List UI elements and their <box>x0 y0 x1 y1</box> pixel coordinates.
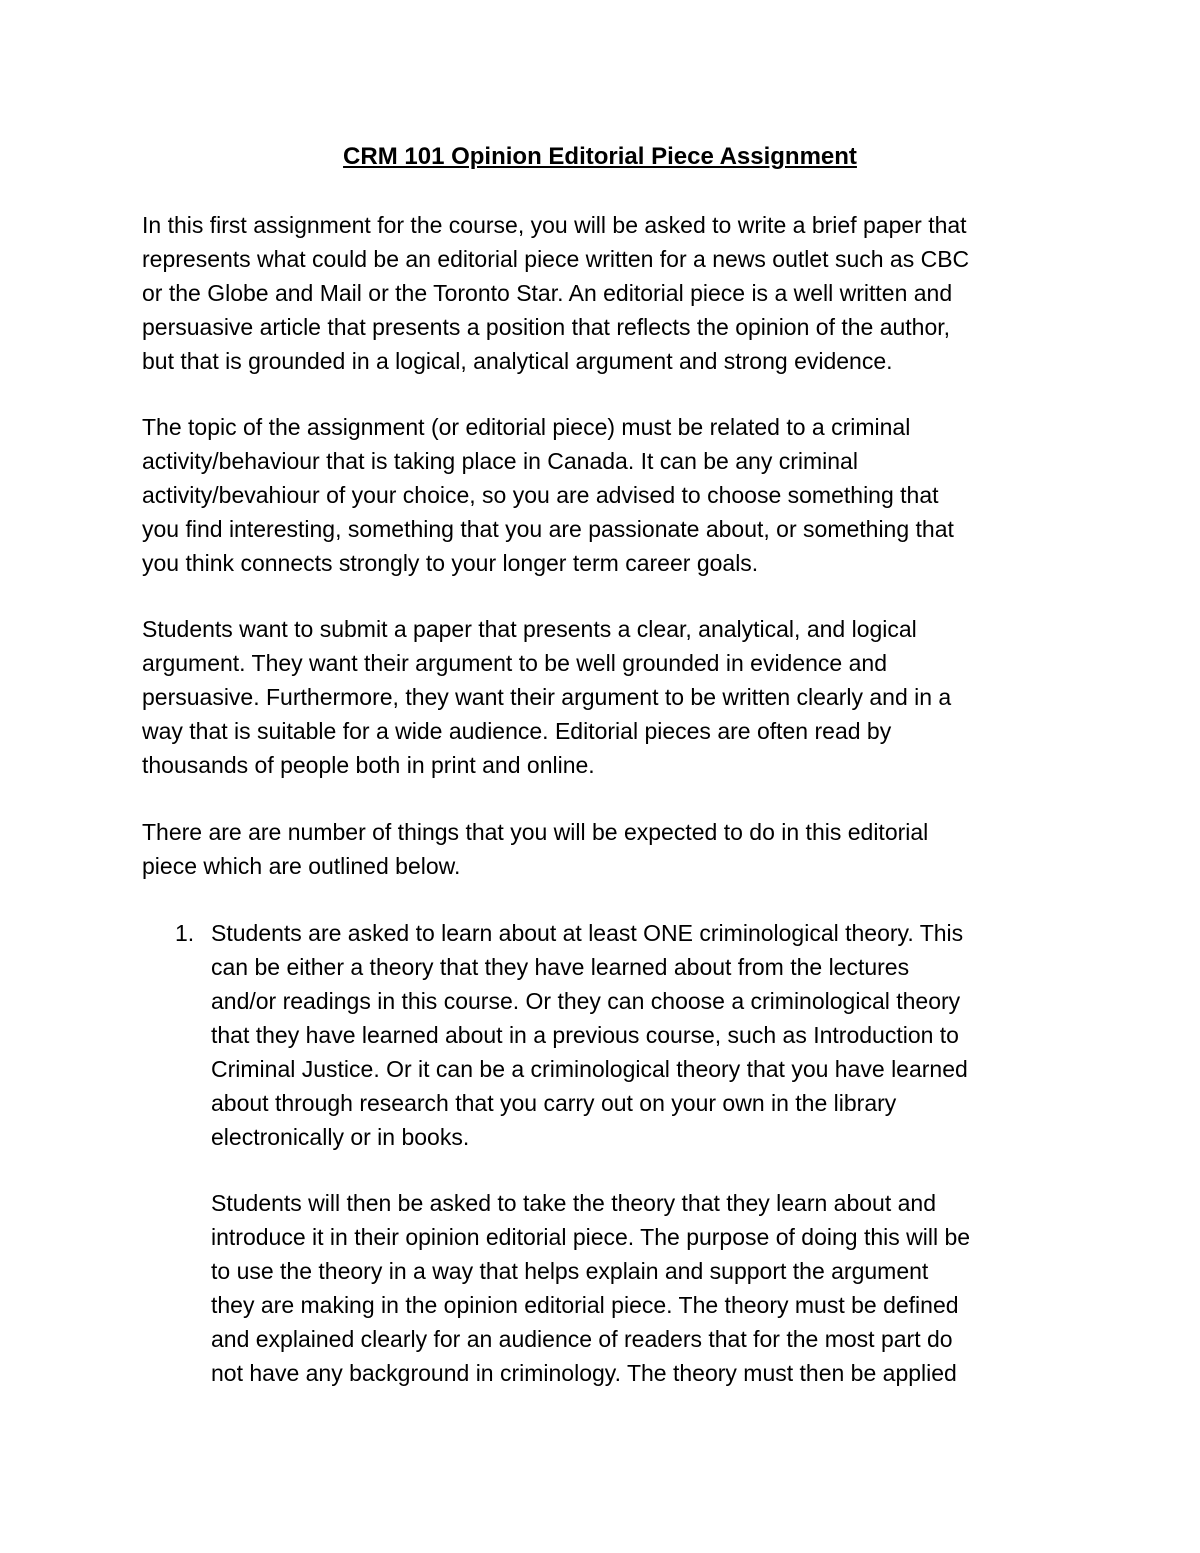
paragraph-line: persuasive. Furthermore, they want their argument to be written clearly and in a <box>142 684 952 710</box>
paragraph-line: Students want to submit a paper that presents a clear, analytical, and logical <box>142 616 917 642</box>
paragraph-line: or the Globe and Mail or the Toronto Star. An editorial piece is a well written and <box>142 280 953 306</box>
paragraph-line: you think connects strongly to your longer term career goals. <box>142 550 759 576</box>
paragraph-line: thousands of people both in print and online. <box>142 752 595 778</box>
paragraph-line: way that is suitable for a wide audience. Editorial pieces are often read by <box>142 718 892 744</box>
list-line: they are making in the opinion editorial piece. The theory must be defined <box>211 1292 959 1318</box>
list-item-number: 1. <box>175 920 195 946</box>
paragraph-line: but that is grounded in a logical, analytical argument and strong evidence. <box>142 348 893 374</box>
list-line: and/or readings in this course. Or they can choose a criminological theory <box>211 988 961 1014</box>
paragraph-line: In this first assignment for the course, you will be asked to write a brief paper that <box>142 212 967 238</box>
list-line: can be either a theory that they have learned about from the lectures <box>211 954 910 980</box>
list-line: and explained clearly for an audience of readers that for the most part do <box>211 1326 953 1352</box>
paragraph-line: activity/bevahiour of your choice, so you are advised to choose something that <box>142 482 939 508</box>
list-line: about through research that you carry out on your own in the library <box>211 1090 897 1116</box>
paragraph-line: There are are number of things that you will be expected to do in this editorial <box>142 819 929 845</box>
paragraph-intro <box>142 208 1062 378</box>
paragraph-topic <box>142 410 1062 580</box>
document-title: CRM 101 Opinion Editorial Piece Assignment <box>343 143 857 170</box>
paragraph-line: The topic of the assignment (or editorial piece) must be related to a criminal <box>142 414 911 440</box>
paragraph-line: piece which are outlined below. <box>142 853 461 879</box>
list-line: introduce it in their opinion editorial piece. The purpose of doing this will be <box>211 1224 971 1250</box>
list-line: that they have learned about in a previous course, such as Introduction to <box>211 1022 959 1048</box>
paragraph-line: argument. They want their argument to be well grounded in evidence and <box>142 650 887 676</box>
paragraph-expectations <box>142 612 1062 782</box>
paragraph-line: persuasive article that presents a position that reflects the opinion of the author, <box>142 314 951 340</box>
list-line: to use the theory in a way that helps explain and support the argument <box>211 1258 929 1284</box>
list-item-paragraph-theory <box>211 916 1071 1154</box>
list-line: Criminal Justice. Or it can be a criminological theory that you have learned <box>211 1056 968 1082</box>
paragraph-line: activity/behaviour that is taking place in Canada. It can be any criminal <box>142 448 858 474</box>
paragraph-line: represents what could be an editorial piece written for a news outlet such as CBC <box>142 246 970 272</box>
paragraph-outline-intro <box>142 815 1062 883</box>
list-line: Students are asked to learn about at least ONE criminological theory. This <box>211 920 964 946</box>
list-line: not have any background in criminology. The theory must then be applied <box>211 1360 957 1386</box>
list-line: electronically or in books. <box>211 1124 470 1150</box>
list-line: Students will then be asked to take the theory that they learn about and <box>211 1190 936 1216</box>
paragraph-line: you find interesting, something that you are passionate about, or something that <box>142 516 954 542</box>
list-item-paragraph-application <box>211 1186 1071 1390</box>
